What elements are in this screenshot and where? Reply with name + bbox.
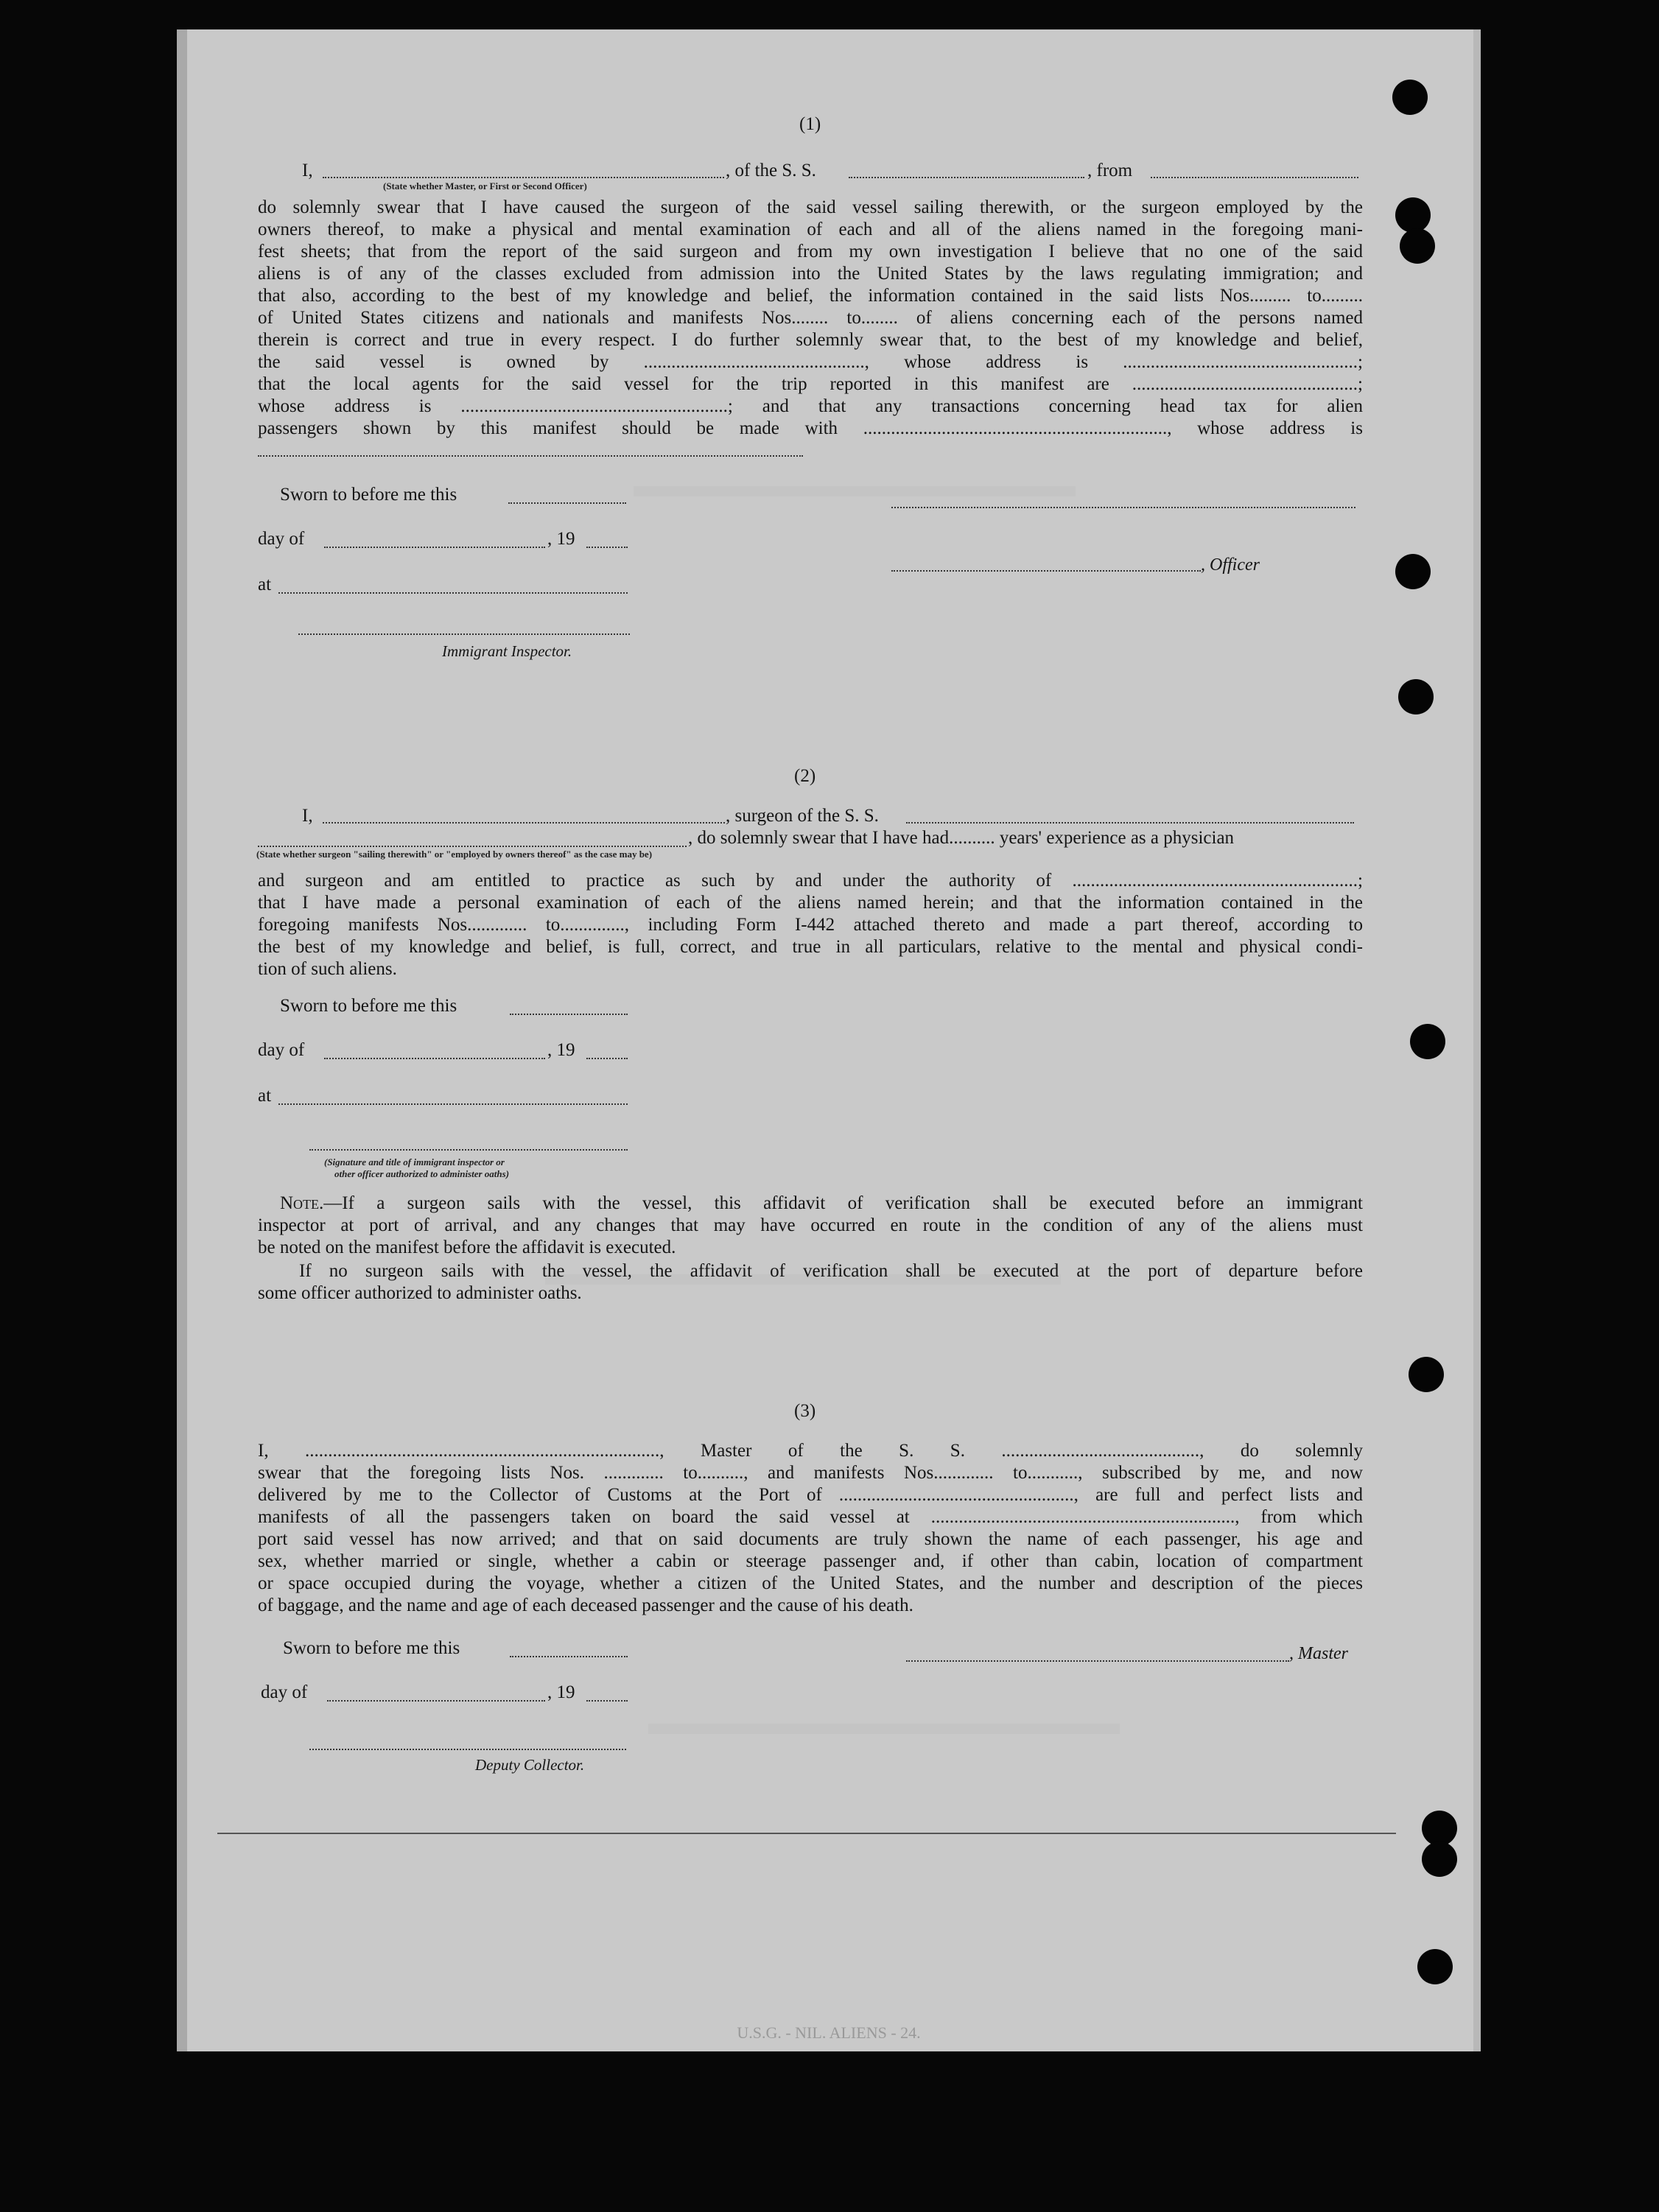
- surgeon-status-blank: [258, 846, 687, 847]
- at-blank: [278, 592, 628, 594]
- page-edge-shadow: [177, 29, 187, 2051]
- page-edge-shadow-right: [1473, 29, 1481, 2051]
- year-label: , 19: [547, 1682, 575, 1702]
- sworn-label: Sworn to before me this: [283, 1638, 460, 1658]
- oath-i-label: I,: [302, 806, 313, 826]
- officer-title-label: , Officer: [1201, 555, 1260, 575]
- note-line: If no surgeon sails with the vessel, the affidavit of verification shall be executed at the port of departure before: [299, 1261, 1363, 1281]
- note-line: [280, 1192, 1363, 1215]
- oath-text-line: I, ............................................................................., Master of the S. S. ..........................................., do solemnly: [258, 1441, 1363, 1461]
- oath-text-line: tion of such aliens.: [258, 959, 397, 979]
- signature-hint: (Signature and title of immigrant inspector or: [324, 1156, 505, 1168]
- inspector-label: Immigrant Inspector.: [442, 642, 572, 660]
- year-blank: [586, 1700, 628, 1702]
- surgeon-name-blank: [323, 822, 725, 824]
- binder-hole: [1422, 1841, 1457, 1877]
- officer-title-blank: [891, 570, 1201, 572]
- month-blank: [324, 1058, 545, 1059]
- oath-text-line: swear that the foregoing lists Nos. ............. to.........., and manifests Nos............. to..........., subscribed by me, and now: [258, 1463, 1363, 1483]
- bleed-through-mark: [634, 486, 1076, 496]
- note-line: inspector at port of arrival, and any changes that may have occurred en route in the condition of any of the aliens must: [258, 1215, 1363, 1235]
- inspector-signature-blank: [309, 1149, 628, 1151]
- master-signature-blank: [906, 1660, 1289, 1662]
- sworn-label: Sworn to before me this: [280, 996, 457, 1016]
- note-line: some officer authorized to administer oaths.: [258, 1283, 582, 1303]
- binder-hole: [1422, 1811, 1457, 1846]
- oath-text-line: the said vessel is owned by ................................................, whose address is ...................................................;: [258, 352, 1363, 372]
- day-of-label: day of: [258, 529, 305, 549]
- collector-label: Deputy Collector.: [475, 1756, 585, 1774]
- binder-hole: [1392, 80, 1428, 115]
- oath-text-line: or space occupied during the voyage, whether a citizen of the United States, and the number and description of the pieces: [258, 1573, 1363, 1593]
- experience-line: , do solemnly swear that I have had.......... years' experience as a physician: [688, 828, 1235, 848]
- divider-rule: [217, 1833, 1396, 1834]
- year-blank: [586, 1058, 628, 1059]
- oath-text-line: foregoing manifests Nos............. to.............., including Form I-442 attached thereto and made a part thereof, according to: [258, 915, 1363, 935]
- oath-text-line: delivered by me to the Collector of Customs at the Port of ..................................................., are full and perfect lists and: [258, 1485, 1363, 1505]
- oath-text-line: of baggage, and the name and age of each deceased passenger and the cause of his death.: [258, 1595, 913, 1615]
- year-label: , 19: [547, 529, 575, 549]
- oath-text-line: aliens is of any of the classes excluded from admission into the United States by the laws regulating immigration; and: [258, 264, 1363, 284]
- oath-text-line: and surgeon and am entitled to practice as such by and under the authority of ..............................................................;: [258, 871, 1363, 891]
- binder-hole: [1410, 1024, 1445, 1059]
- oath-text-line: the best of my knowledge and belief, is full, correct, and true in all particulars, relative to the mental and physical condi-: [258, 937, 1363, 957]
- binder-hole: [1409, 1357, 1444, 1392]
- sworn-day-blank: [508, 502, 626, 504]
- oath-text-line: manifests of all the passengers taken on board the said vessel at .................................................................., from which: [258, 1507, 1363, 1527]
- section-number: (1): [799, 114, 821, 134]
- at-label: at: [258, 1086, 272, 1106]
- sworn-label: Sworn to before me this: [280, 485, 457, 505]
- day-of-label: day of: [258, 1040, 305, 1060]
- binder-hole: [1395, 554, 1431, 589]
- year-label: , 19: [547, 1040, 575, 1060]
- oath-i-label: I,: [302, 161, 313, 180]
- from-label: , from: [1087, 161, 1133, 180]
- oath-text-line: whose address is ..........................................................; and that any transactions concerning head tax for alien: [258, 396, 1363, 416]
- month-blank: [327, 1700, 545, 1702]
- collector-signature-blank: [309, 1749, 626, 1750]
- field-hint: (State whether surgeon "sailing therewith" or "employed by owners thereof" as the case may be): [256, 849, 653, 860]
- day-of-label: day of: [261, 1682, 308, 1702]
- oath-text-line: that I have made a personal examination of each of the aliens named herein; and that the information contained in the: [258, 893, 1363, 913]
- sworn-day-blank: [510, 1656, 628, 1657]
- section-number: (2): [794, 766, 816, 786]
- bleed-through-mark: [648, 1724, 1120, 1734]
- field-hint: (State whether Master, or First or Second Officer): [383, 180, 587, 192]
- oath-text-line: sex, whether married or single, whether a cabin or steerage passenger and, if other than cabin, location of compartment: [258, 1551, 1363, 1571]
- master-label: , Master: [1289, 1644, 1348, 1663]
- from-blank: [1151, 177, 1358, 178]
- binder-hole: [1417, 1949, 1453, 1984]
- document-page: [177, 29, 1481, 2051]
- binder-hole: [1395, 197, 1431, 233]
- sworn-day-blank: [510, 1014, 628, 1015]
- oath-text-line: therein is correct and true in every respect. I do further solemnly swear that, to the best of my knowledge and belief,: [258, 330, 1363, 350]
- vessel-name-blank: [849, 177, 1084, 178]
- section-number: (3): [794, 1401, 816, 1421]
- oath-text-line: of United States citizens and nationals and manifests Nos........ to........ of aliens concerning each of the persons named: [258, 308, 1363, 328]
- binder-hole: [1398, 679, 1434, 714]
- officer-name-blank: [323, 177, 724, 178]
- year-blank: [586, 547, 628, 548]
- officer-signature-blank: [891, 507, 1355, 508]
- oath-text-line: that the local agents for the said vessel for the trip reported in this manifest are .................................................;: [258, 374, 1363, 394]
- oath-text-line: owners thereof, to make a physical and mental examination of each and all of the aliens named in the foregoing mani-: [258, 220, 1363, 239]
- at-label: at: [258, 575, 272, 594]
- note-line: be noted on the manifest before the affidavit is executed.: [258, 1237, 676, 1257]
- oath-text-line: port said vessel has now arrived; and that on said documents are truly shown the name of each passenger, his age and: [258, 1529, 1363, 1549]
- signature-hint: other officer authorized to administer oaths): [334, 1168, 510, 1179]
- note-text: —If a surgeon sails with the vessel, this affidavit of verification shall be executed before an immigrant: [323, 1193, 1363, 1213]
- address-blank: [258, 455, 803, 457]
- oath-text-line: fest sheets; that from the report of the said surgeon and from my own investigation I believe that no one of the said: [258, 242, 1363, 261]
- binder-hole: [1400, 228, 1435, 264]
- month-blank: [324, 547, 545, 548]
- at-blank: [278, 1103, 628, 1105]
- oath-text-line: that also, according to the best of my knowledge and belief, the information contained in the said lists Nos......... to.........: [258, 286, 1363, 306]
- oath-text-line: passengers shown by this manifest should be made with .................................................................., whose address is: [258, 418, 1363, 438]
- form-number: U.S.G. - NIL. ALIENS - 24.: [737, 2023, 921, 2042]
- surgeon-vessel-label: , surgeon of the S. S.: [726, 806, 879, 826]
- note-label: Note.: [280, 1193, 324, 1213]
- inspector-signature-blank: [298, 633, 630, 635]
- vessel-name-blank: [906, 822, 1354, 824]
- vessel-label: , of the S. S.: [726, 161, 816, 180]
- oath-text-line: do solemnly swear that I have caused the surgeon of the said vessel sailing therewith, or the surgeon employed by the: [258, 197, 1363, 217]
